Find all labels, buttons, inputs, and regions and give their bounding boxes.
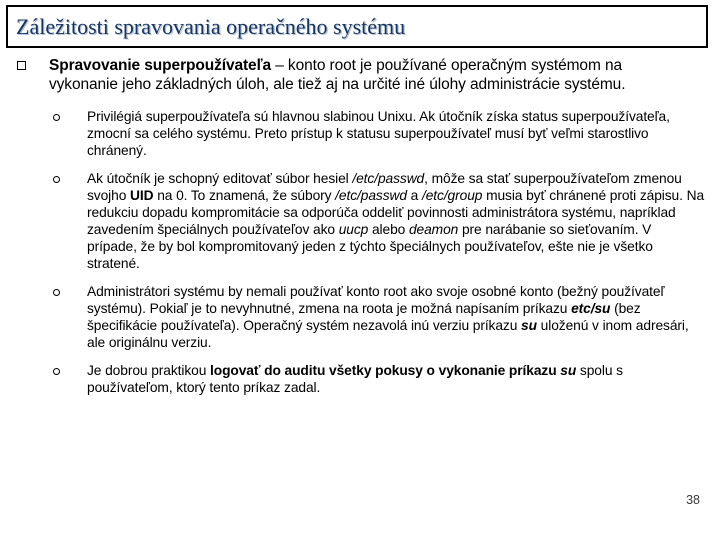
sub-bullet-2-text: Ak útočník je schopný editovať súbor hesiel /etc/passwd, môže sa stať superpoužívateľom zmenou svojho UID na 0. To znamená, že súbory /etc/passwd a /etc/group musia byť chránené proti zápisu. Na redukciu dopadu kompromitácie sa odporúča oddeliť povinnosti administrátora systému, napríklad zavedením špeciálnych používateľov ako uucp alebo deamon pre narábanie so sieťovaním. V prípade, že by bol kompromitovaný jeden z týchto špeciálnych používateľov, ešte nie je všetko stratené.	[87, 171, 705, 271]
sub-bullet-3	[0, 283, 720, 351]
circle-bullet-icon	[53, 368, 60, 375]
sub-bullet-4-text: Je dobrou praktikou logovať do auditu všetky pokusy o vykonanie príkazu su spolu s používateľom, ktorý tento príkaz zadal.	[87, 363, 623, 395]
slide-title-box	[6, 5, 708, 48]
sub-bullet-4	[0, 362, 720, 396]
sub-bullet-2	[0, 170, 720, 272]
page-number: 38	[686, 493, 700, 507]
sub-bullet-1	[0, 108, 720, 159]
main-bullet	[0, 56, 720, 94]
slide-title: Záležitosti spravovania operačného systému	[16, 13, 406, 39]
main-bullet-text: Spravovanie superpoužívateľa – konto root je používané operačným systémom na vykonanie jeho základných úloh, ale tiež aj na určité iné úlohy administrácie systému.	[49, 57, 626, 93]
sub-bullet-3-text: Administrátori systému by nemali používať konto root ako svoje osobné konto (bežný používateľ systému). Pokiaľ je to nevyhnutné, zmena na roota je možná napísaním príkazu etc/su (bez špecifikácie používateľa). Operačný systém nezavolá inú verziu príkazu su uloženú v inom adresári, ale originálnu verziu.	[87, 284, 689, 350]
sub-bullet-1-text: Privilégiá superpoužívateľa sú hlavnou slabinou Unixu. Ak útočník získa status superpoužívateľa, zmocní sa celého systému. Preto prístup k statusu superpoužívateľ musí byť veľmi starostlivo chránený.	[87, 109, 670, 158]
circle-bullet-icon	[53, 176, 60, 183]
circle-bullet-icon	[53, 289, 60, 296]
slide-content	[0, 56, 720, 407]
square-bullet-icon	[17, 61, 26, 70]
circle-bullet-icon	[53, 114, 60, 121]
